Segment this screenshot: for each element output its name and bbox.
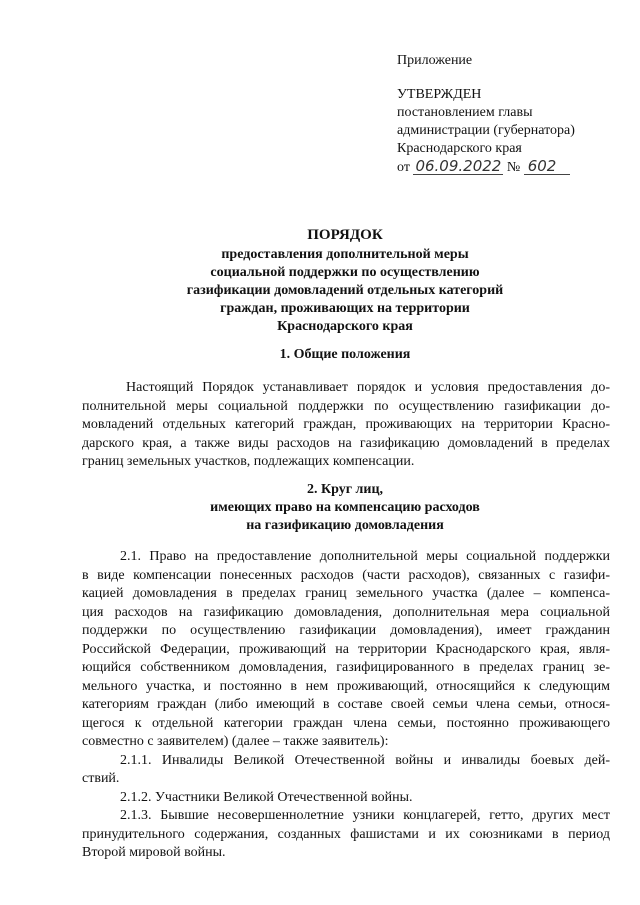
approval-stamp	[397, 52, 627, 177]
approval-date-line	[397, 158, 627, 177]
paragraph-line: мовладений отдельных категорий граждан, проживающих на территории Красно-	[82, 417, 610, 432]
paragraph-2-1	[82, 548, 610, 863]
title-main: ПОРЯДОК	[307, 227, 383, 243]
title-line-5: Краснодарского края	[277, 319, 413, 334]
approval-line-2: администрации (губернатора)	[397, 123, 575, 138]
approval-line-1: постановлением главы	[397, 105, 533, 120]
paragraph-line: ющийся собственником домовладения, газифицированного в пределах границ зе-	[82, 660, 610, 675]
paragraph-line: границ земельных участков, подлежащих компенсации.	[82, 454, 415, 469]
paragraph-line: категориям граждан (либо имеющий в составе своей семьи члена семьи, относя-	[82, 697, 610, 712]
handwritten-number: 602	[524, 158, 571, 175]
handwritten-date: 06.09.2022	[415, 157, 502, 175]
title-line-3: газификации домовладений отдельных категорий	[186, 283, 504, 298]
paragraph-line: 2.1. Право на предоставление дополнительной меры социальной поддержки	[120, 549, 610, 564]
paragraph-line: 2.1.1. Инвалиды Великой Отечественной войны и инвалиды боевых дей-	[120, 752, 610, 768]
title-line-1: предоставления дополнительной меры	[221, 247, 469, 262]
section-2-heading-line-1: 2. Круг лиц,	[306, 482, 384, 497]
section-2-heading	[80, 481, 610, 535]
paragraph-line: кацией домовладения в пределах границ земельного участка (далее – компенса-	[82, 586, 610, 601]
paragraph-line: Настоящий Порядок устанавливает порядок и условия предоставления до-	[126, 380, 610, 395]
paragraph-line: принудительного содержания, созданных фашистами и их союзниками в период	[82, 826, 610, 842]
attachment-label: Приложение	[397, 53, 473, 68]
paragraph-line: совместно с заявителем) (далее – также заявитель):	[82, 734, 389, 749]
approved-label: УТВЕРЖДЕН	[397, 87, 482, 102]
paragraph-line: Российской Федерации, проживающий на территории Краснодарского края, явля-	[82, 641, 610, 657]
paragraph-line: щегося к отдельной категории граждан члена семьи, постоянно проживающего	[82, 715, 610, 731]
paragraph-line: дарского края, а также виды расходов на газификацию домовладений в пределах	[82, 435, 610, 451]
title-line-2: социальной поддержки по осуществлению	[210, 265, 480, 280]
document-title	[80, 226, 610, 336]
paragraph-line: Второй мировой войны.	[82, 845, 226, 860]
section-2-heading-line-3: на газификацию домовладения	[246, 518, 444, 533]
paragraph-line: полнительной меры социальной поддержки по осуществлению газификации до-	[82, 398, 610, 414]
title-line-4: граждан, проживающих на территории	[220, 301, 470, 316]
paragraph-line: ция расходов на газификацию домовладения, дополнительная мера социальной	[82, 604, 610, 620]
number-label: №	[506, 160, 521, 175]
paragraph-line: поддержки по осуществлению газификации домовладения), имеет гражданин	[82, 623, 610, 638]
paragraph-line: в виде компенсации понесенных расходов (части расходов), связанных с газифи-	[82, 567, 610, 583]
section-1-heading: 1. Общие положения	[279, 347, 411, 362]
from-label: от	[397, 160, 410, 175]
paragraph-line: 2.1.3. Бывшие несовершеннолетние узники концлагерей, гетто, других мест	[120, 808, 610, 823]
approval-line-3: Краснодарского края	[397, 141, 522, 156]
paragraph-line: ствий.	[82, 771, 120, 786]
paragraph-line: мельного участка, и постоянно в нем проживающий, относящийся к следующим	[82, 678, 610, 694]
paragraph-line: 2.1.2. Участники Великой Отечественной войны.	[120, 789, 413, 805]
section-1-paragraph	[82, 379, 610, 472]
section-2-heading-line-2: имеющих право на компенсацию расходов	[210, 500, 480, 515]
